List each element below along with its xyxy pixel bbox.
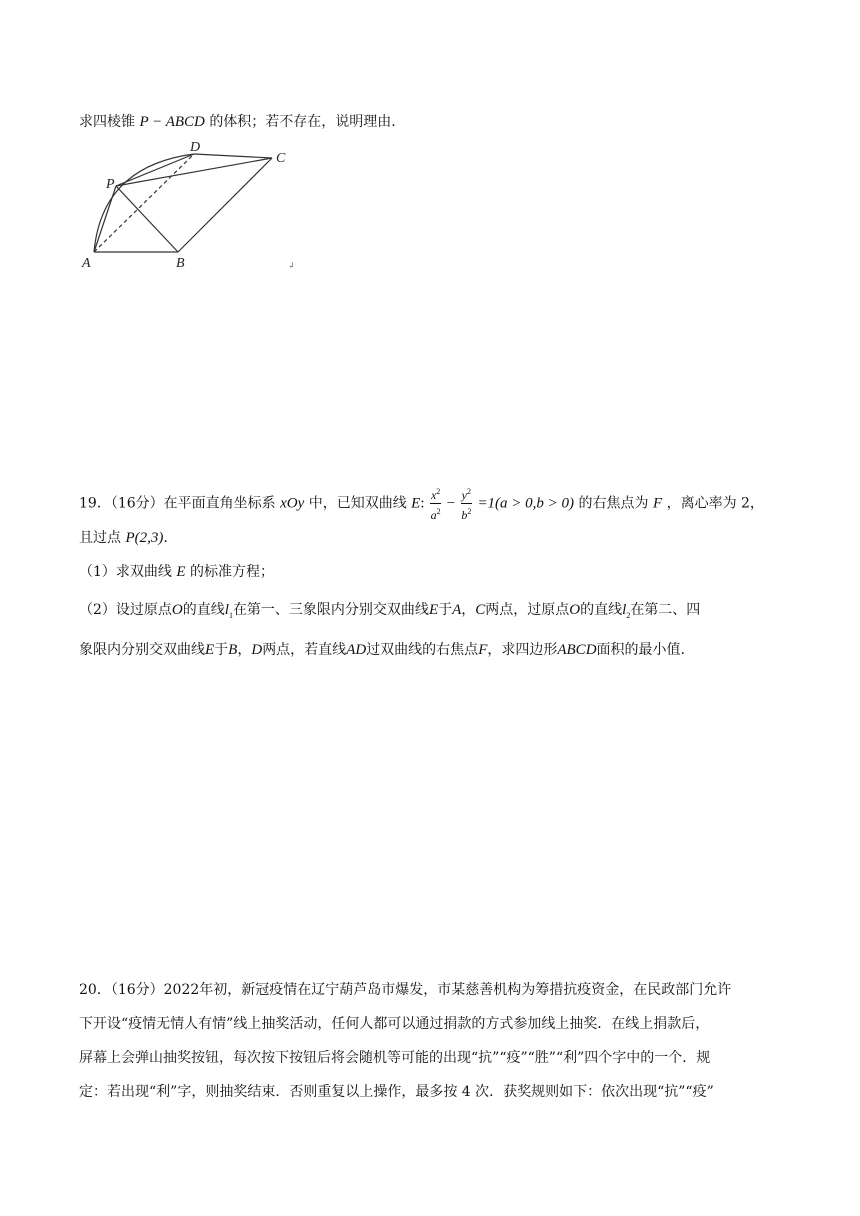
q19-part1-E: E — [176, 564, 186, 580]
q19-part2-h: 在第二、四 — [630, 602, 701, 618]
q19-part2-line2 — [79, 640, 685, 660]
frac2-den: b — [461, 508, 468, 522]
q19-part2-C: C — [475, 602, 486, 618]
q19-part2-l1: $l_1$ — [224, 602, 233, 620]
q20-line2: 下开设“疫情无情人有情”线上抽奖活动，任何人都可以通过捐款的方式参加线上抽奖．在线上捐款后， — [79, 1016, 710, 1032]
frac1-num: x — [430, 488, 437, 502]
q19-part2-O2: O — [569, 602, 581, 618]
q19-p2l2-g: 面积的最小值. — [596, 642, 685, 658]
q20-line3: 屏幕上会弹山抽奖按钮，每次按下按钮后将会随机等可能的出现“抗”“疫”“胜”“利”四个字中的一个．规 — [79, 1050, 711, 1066]
q19-eq-cond: =1(a > 0,b > 0) — [477, 495, 575, 512]
frac2-num: y — [461, 488, 467, 502]
q19-part2-b: 的直线 — [182, 602, 225, 618]
edge-PD — [116, 154, 194, 186]
q18-tail-line — [79, 112, 396, 132]
q19-line2-end: . — [163, 530, 168, 546]
q19-part2-l2: $l_2$ — [622, 602, 631, 620]
q19-minus: − — [446, 495, 456, 512]
q18-text1: 求四棱锥 — [79, 114, 135, 130]
q19-part2-A: A — [452, 602, 462, 618]
label-B: B — [176, 256, 185, 271]
q19-part1-prefix: （1）求双曲线 — [79, 564, 172, 580]
edge-PB — [116, 186, 178, 252]
q19-p2l2-AD: AD — [346, 642, 367, 658]
q19-point: P(2,3) — [125, 530, 164, 546]
q19-p2l2-b: 于 — [214, 642, 229, 658]
geometry-figure — [72, 136, 302, 276]
q20-line1: 20．（16分）2022年初，新冠疫情在辽宁葫芦岛市爆发，市某慈善机构为筹措抗疫资金，在民政部门允许 — [79, 982, 732, 998]
q18-expr: P − ABCD — [139, 114, 205, 130]
q19-p2l2-ABCD: ABCD — [557, 642, 597, 658]
q19-part2-O: O — [171, 602, 183, 618]
label-P: P — [106, 177, 115, 192]
q18-text2: 的体积；若不存在，说明理由. — [209, 114, 396, 130]
q19-line2-text: 且过点 — [79, 530, 121, 546]
q19-line1 — [79, 484, 764, 523]
q19-part2-E: E — [428, 602, 439, 618]
q20-line4: 定：若出现“利”字，则抽奖结束．否则重复以上操作，最多按 4 次．获奖规则如下：依次出现“抗”“疫” — [79, 1084, 714, 1100]
q19-frac-x: $\frac{x^2}{a^2}$ — [430, 484, 441, 523]
q19-text-ecc: ，离心率为 2， — [666, 495, 764, 512]
label-C: C — [276, 151, 286, 166]
q19-part2-c: 在第一、三象限内分别交双曲线 — [232, 602, 429, 618]
q19-p2l2-D: D — [251, 642, 263, 658]
small-mark: ↲ — [288, 261, 295, 270]
q19-part2-d: 于 — [438, 602, 453, 618]
q19-p2l2-d: 两点，若直线 — [262, 642, 347, 658]
q19-text-middle: 中，已知双曲线 — [308, 495, 407, 512]
edge-DC — [194, 154, 272, 158]
q19-part1 — [79, 562, 274, 582]
q19-frac-y: $\frac{y^2}{b^2}$ — [461, 484, 472, 523]
label-D: D — [190, 140, 201, 155]
q19-number: 19．（16分）在平面直角坐标系 — [79, 495, 276, 512]
q19-p2l2-c: ， — [237, 642, 252, 658]
q19-part2-f: 两点，过原点 — [485, 602, 570, 618]
q19-colon: : — [420, 495, 425, 512]
q19-F: F — [652, 495, 663, 512]
q19-p2l2-B: B — [228, 642, 238, 658]
q19-text-focus: 的右焦点为 — [578, 495, 649, 512]
q19-part2-g: 的直线 — [580, 602, 623, 618]
edge-PA — [94, 186, 116, 252]
q19-part2-line1 — [79, 600, 700, 626]
q19-E: E — [411, 495, 421, 512]
label-A: A — [82, 256, 91, 271]
q19-p2l2-e: 过双曲线的右焦点 — [366, 642, 479, 658]
frac1-den: a — [430, 508, 437, 522]
q19-p2l2-f: ，求四边形 — [487, 642, 558, 658]
q19-p2l2-E: E — [205, 642, 215, 658]
q19-p2l2-F: F — [478, 642, 488, 658]
q19-part2-a: （2）设过原点 — [79, 602, 172, 618]
q19-p2l2-a: 象限内分别交双曲线 — [79, 642, 205, 658]
q19-line2 — [79, 528, 168, 548]
q19-part2-e: ， — [461, 602, 476, 618]
q19-part1-suffix: 的标准方程； — [190, 564, 274, 580]
q19-xOy: xOy — [280, 495, 305, 512]
